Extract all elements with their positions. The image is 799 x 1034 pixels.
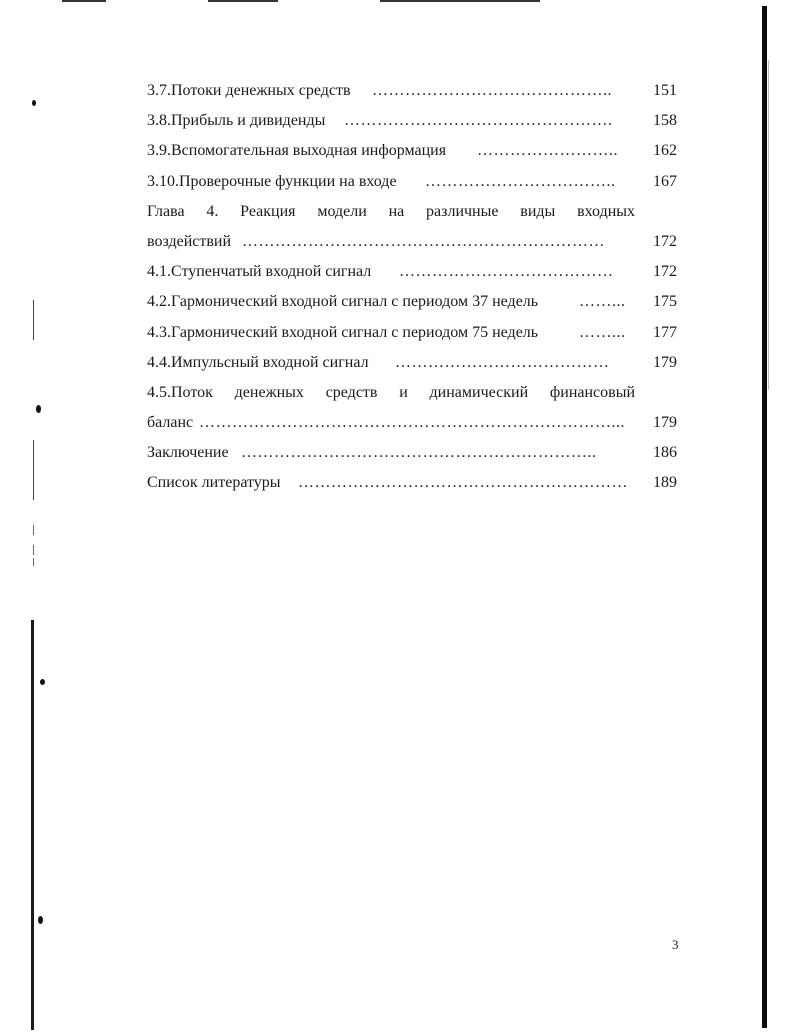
toc-entry-title: воздействий [147,232,232,250]
toc-entry[interactable] [147,291,677,321]
toc-page-number: 172 [653,232,677,250]
toc-leader-dots: …………………………………….. [372,82,612,99]
toc-entry-title: 3.8.Прибыль и дивиденды [147,112,326,130]
toc-entry[interactable] [147,171,677,201]
toc-entry-title: 4.4.Импульсный входной сигнал [147,353,369,371]
toc-word: средств [325,383,378,401]
toc-entry-title: 3.10.Проверочные функции на входе [147,172,397,190]
toc-leader-dots: …………………………………………. [344,112,613,130]
toc-word: Глава [147,202,185,220]
toc-entry[interactable] [147,412,677,442]
toc-word: на [388,202,405,220]
toc-page-number: 162 [653,142,677,160]
scan-artifact-left-edge [31,620,34,1030]
toc-entry-title: 3.9.Вспомогательная выходная информация [147,142,447,160]
toc-entry[interactable] [147,231,677,261]
toc-page-number: 175 [653,293,677,311]
toc-page-number: 189 [653,474,677,492]
toc-word: и [399,383,408,401]
toc-word: различные [426,202,499,220]
scan-artifact-top-line [380,0,540,2]
toc-leader-dots: …………………….. [477,142,618,160]
toc-leader-dots: ……... [579,323,626,341]
scan-artifact-top-line [62,0,106,2]
toc-entry[interactable] [147,261,677,291]
toc-word: финансовый [549,383,636,401]
toc-page-number: 186 [653,444,677,462]
scan-artifact-right-edge-faint [768,60,769,390]
toc-word: виды [520,202,556,220]
page-number: 3 [672,937,679,952]
toc-entry-title: Заключение [147,444,229,462]
toc-word: модели [317,202,367,220]
toc-chapter-heading-line[interactable] [147,201,635,231]
toc-entry-title: 4.3.Гармонический входной сигнал с периодом 75 недель [147,323,539,341]
toc-entry-title: 4.2.Гармонический входной сигнал с периодом 37 недель [147,293,539,311]
toc-page-number: 158 [653,112,677,130]
scan-artifact-left-mark [33,440,34,500]
toc-entry-title: 4.1.Ступенчатый входной сигнал [147,263,372,281]
toc-section-heading-line[interactable] [147,382,635,412]
scan-artifact-left-mark [33,545,34,555]
scan-artifact-top-line [208,0,278,2]
toc-entry[interactable] [147,352,677,382]
toc-leader-dots: …………………………….. [425,172,616,190]
scan-artifact-dot [40,679,45,685]
toc-leader-dots: ………………………………… [395,353,610,371]
toc-entry[interactable] [147,140,677,170]
toc-word: 4.5.Поток [147,383,213,401]
toc-word: Реакция [240,202,296,220]
toc-page-number: 151 [653,82,677,99]
toc-page-number: 179 [653,353,677,371]
scan-artifact-dot [32,100,36,106]
scan-artifact-left-mark [33,300,34,340]
toc-word: входных [577,202,636,220]
toc-page-number: 179 [653,414,677,432]
toc-leader-dots: ……………………………………………………….. [241,444,597,462]
toc-leader-dots: ………………………………… [399,263,614,281]
toc-word: 4. [206,202,219,220]
scan-artifact-left-mark [33,525,34,535]
toc-page-number: 177 [653,323,677,341]
table-of-contents [147,80,677,503]
scan-artifact-right-edge [762,6,767,1028]
toc-page-number: 167 [653,172,677,190]
scan-artifact-left-mark [33,558,34,566]
toc-word: динамический [429,383,529,401]
toc-leader-dots: ……... [579,293,626,311]
toc-entry-title: баланс [147,414,194,432]
scan-artifact-dot [36,405,41,413]
toc-leader-dots: …………………………………………………………………... [199,414,625,432]
toc-entry-title: Список литературы [147,474,281,492]
toc-page-number: 172 [653,263,677,281]
toc-leader-dots: ………………………………………………………… [242,232,605,250]
toc-entry-title: 3.7.Потоки денежных средств [147,82,351,99]
toc-entry[interactable] [147,442,677,472]
toc-leader-dots: …………………………………………………… [298,474,628,492]
toc-entry[interactable] [147,472,677,502]
scan-artifact-dot [38,916,43,924]
toc-entry[interactable] [147,110,677,140]
toc-word: денежных [234,383,304,401]
toc-entry[interactable] [147,80,677,110]
toc-entry[interactable] [147,322,677,352]
